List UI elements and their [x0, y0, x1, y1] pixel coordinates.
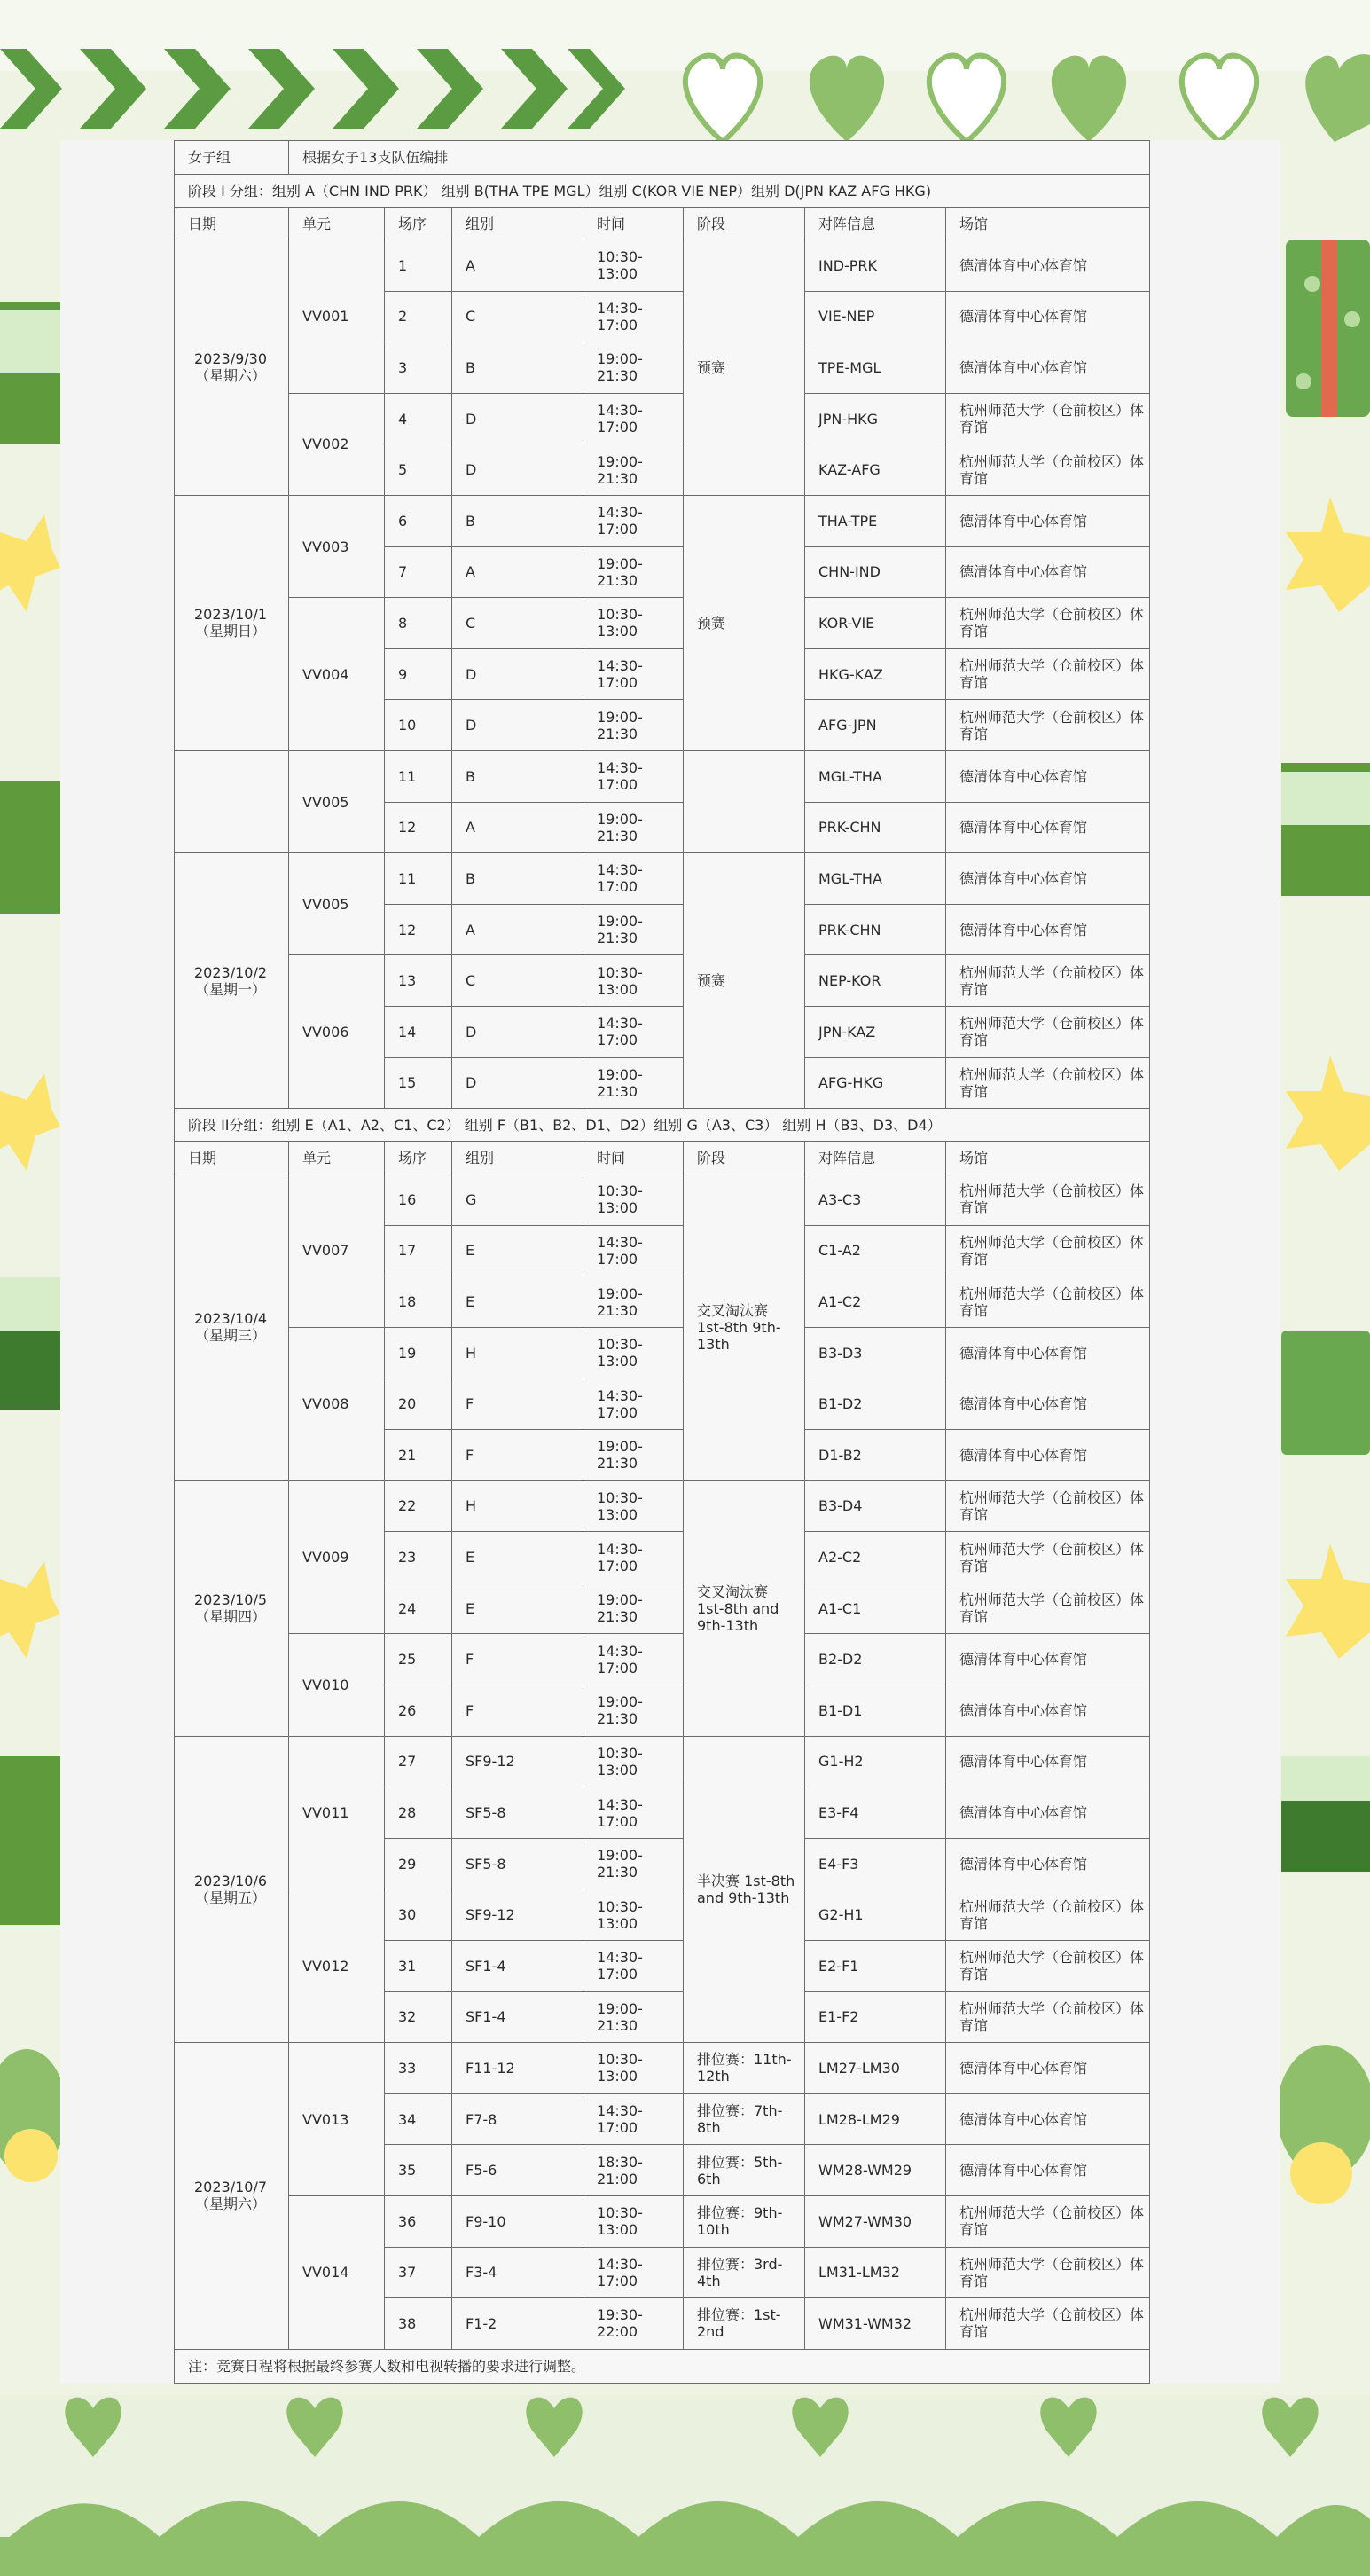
- group-cell: F: [452, 1634, 583, 1685]
- matchup-cell: WM28-WM29: [805, 2145, 946, 2196]
- matchup-cell: C1-A2: [805, 1225, 946, 1276]
- matchup-cell: LM28-LM29: [805, 2093, 946, 2145]
- stage-cell: 预赛: [684, 495, 805, 750]
- matchup-cell: E3-F4: [805, 1787, 946, 1839]
- match-no-cell: 31: [385, 1941, 452, 1992]
- group-cell: B: [452, 853, 583, 905]
- group-cell: E: [452, 1276, 583, 1328]
- matchup-cell: G2-H1: [805, 1889, 946, 1941]
- venue-cell: 杭州师范大学（仓前校区）体育馆: [946, 1480, 1150, 1532]
- unit-cell: VV010: [289, 1634, 385, 1736]
- matchup-cell: E1-F2: [805, 1991, 946, 2043]
- venue-cell: 杭州师范大学（仓前校区）体育馆: [946, 1006, 1150, 1057]
- match-no-cell: 2: [385, 291, 452, 342]
- time-cell: 14:30-17:00: [583, 1225, 684, 1276]
- time-cell: 19:00-21:30: [583, 1583, 684, 1634]
- match-no-cell: 25: [385, 1634, 452, 1685]
- column-header-date: 日期: [175, 1142, 289, 1174]
- weekday-text: （星期五）: [194, 1889, 266, 1906]
- unit-cell: VV006: [289, 955, 385, 1109]
- time-cell: 14:30-17:00: [583, 1787, 684, 1839]
- time-cell: 10:30-13:00: [583, 240, 684, 292]
- time-cell: 10:30-13:00: [583, 1480, 684, 1532]
- date-text: 2023/9/30: [193, 350, 268, 368]
- stage-cell: 半决赛 1st-8th and 9th-13th: [684, 1736, 805, 2043]
- matchup-cell: A2-C2: [805, 1532, 946, 1583]
- column-header-group: 组别: [452, 208, 583, 240]
- unit-cell: VV004: [289, 598, 385, 751]
- stage-cell: 排位赛：3rd-4th: [684, 2247, 805, 2298]
- match-no-cell: 23: [385, 1532, 452, 1583]
- header-row: [175, 141, 1150, 175]
- phase-row: [175, 1109, 1150, 1142]
- match-no-cell: 38: [385, 2298, 452, 2350]
- venue-cell: 杭州师范大学（仓前校区）体育馆: [946, 1276, 1150, 1328]
- column-header-row: [175, 1142, 1150, 1174]
- unit-cell: VV011: [289, 1736, 385, 1889]
- matchup-cell: VIE-NEP: [805, 291, 946, 342]
- venue-cell: 杭州师范大学（仓前校区）体育馆: [946, 1991, 1150, 2043]
- matchup-cell: A3-C3: [805, 1174, 946, 1226]
- time-cell: 19:00-21:30: [583, 1991, 684, 2043]
- group-cell: E: [452, 1583, 583, 1634]
- venue-cell: 杭州师范大学（仓前校区）体育馆: [946, 648, 1150, 700]
- match-no-cell: 28: [385, 1787, 452, 1839]
- time-cell: 14:30-17:00: [583, 1941, 684, 1992]
- venue-cell: 杭州师范大学（仓前校区）体育馆: [946, 1225, 1150, 1276]
- time-cell: 14:30-17:00: [583, 1378, 684, 1430]
- venue-cell: 杭州师范大学（仓前校区）体育馆: [946, 444, 1150, 496]
- time-cell: 19:30-22:00: [583, 2298, 684, 2350]
- date-cell: [175, 240, 289, 496]
- time-cell: 10:30-13:00: [583, 1174, 684, 1226]
- table-row: [175, 1634, 1150, 1685]
- match-no-cell: 29: [385, 1838, 452, 1889]
- time-cell: 14:30-17:00: [583, 2247, 684, 2298]
- venue-cell: 德清体育中心体育馆: [946, 1685, 1150, 1737]
- table-row: [175, 853, 1150, 905]
- venue-cell: 德清体育中心体育馆: [946, 291, 1150, 342]
- group-cell: H: [452, 1480, 583, 1532]
- match-no-cell: 35: [385, 2145, 452, 2196]
- table-row: [175, 598, 1150, 649]
- column-header-time: 时间: [583, 1142, 684, 1174]
- group-cell: B: [452, 750, 583, 802]
- matchup-cell: B2-D2: [805, 1634, 946, 1685]
- stage-cell: 预赛: [684, 853, 805, 1109]
- venue-cell: 德清体育中心体育馆: [946, 1430, 1150, 1481]
- matchup-cell: B3-D4: [805, 1480, 946, 1532]
- venue-cell: 德清体育中心体育馆: [946, 342, 1150, 394]
- venue-cell: 德清体育中心体育馆: [946, 1787, 1150, 1839]
- stage-cell: 排位赛：11th-12th: [684, 2043, 805, 2094]
- venue-cell: 杭州师范大学（仓前校区）体育馆: [946, 2298, 1150, 2350]
- time-cell: 19:00-21:30: [583, 1685, 684, 1737]
- table-row: [175, 393, 1150, 444]
- match-no-cell: 32: [385, 1991, 452, 2043]
- group-cell: F: [452, 1430, 583, 1481]
- time-cell: 19:00-21:30: [583, 1276, 684, 1328]
- stage-cell: 排位赛：9th-10th: [684, 2195, 805, 2247]
- time-cell: 14:30-17:00: [583, 495, 684, 546]
- weekday-text: （星期一）: [194, 980, 266, 998]
- venue-cell: 德清体育中心体育馆: [946, 1378, 1150, 1430]
- unit-cell: VV012: [289, 1889, 385, 2043]
- group-cell: F5-6: [452, 2145, 583, 2196]
- venue-cell: 德清体育中心体育馆: [946, 546, 1150, 598]
- matchup-cell: PRK-CHN: [805, 802, 946, 853]
- time-cell: 19:00-21:30: [583, 1057, 684, 1109]
- venue-cell: 德清体育中心体育馆: [946, 904, 1150, 955]
- group-cell: D: [452, 700, 583, 751]
- group-label: 女子组: [175, 141, 289, 175]
- footnote-row: [175, 2349, 1150, 2383]
- venue-cell: 德清体育中心体育馆: [946, 802, 1150, 853]
- matchup-cell: A1-C2: [805, 1276, 946, 1328]
- matchup-cell: D1-B2: [805, 1430, 946, 1481]
- time-cell: 10:30-13:00: [583, 1736, 684, 1787]
- matchup-cell: CHN-IND: [805, 546, 946, 598]
- matchup-cell: AFG-JPN: [805, 700, 946, 751]
- time-cell: 10:30-13:00: [583, 2043, 684, 2094]
- group-cell: SF9-12: [452, 1889, 583, 1941]
- group-cell: F: [452, 1378, 583, 1430]
- column-header-row: [175, 208, 1150, 240]
- group-cell: SF1-4: [452, 1941, 583, 1992]
- time-cell: 19:00-21:30: [583, 546, 684, 598]
- table-row: [175, 955, 1150, 1007]
- match-no-cell: 36: [385, 2195, 452, 2247]
- table-row: [175, 750, 1150, 802]
- match-no-cell: 14: [385, 1006, 452, 1057]
- matchup-cell: LM31-LM32: [805, 2247, 946, 2298]
- time-cell: 14:30-17:00: [583, 291, 684, 342]
- match-no-cell: 11: [385, 853, 452, 905]
- date-cell: [175, 1174, 289, 1481]
- time-cell: 14:30-17:00: [583, 1006, 684, 1057]
- group-cell: D: [452, 444, 583, 496]
- matchup-cell: JPN-KAZ: [805, 1006, 946, 1057]
- venue-cell: 德清体育中心体育馆: [946, 1736, 1150, 1787]
- time-cell: 19:00-21:30: [583, 904, 684, 955]
- match-no-cell: 7: [385, 546, 452, 598]
- matchup-cell: A1-C1: [805, 1583, 946, 1634]
- unit-cell: VV005: [289, 750, 385, 852]
- match-no-cell: 10: [385, 700, 452, 751]
- time-cell: 19:00-21:30: [583, 342, 684, 394]
- unit-cell: VV008: [289, 1327, 385, 1480]
- matchup-cell: WM31-WM32: [805, 2298, 946, 2350]
- match-schedule-table: [174, 140, 1150, 2384]
- match-no-cell: 30: [385, 1889, 452, 1941]
- time-cell: 10:30-13:00: [583, 1327, 684, 1378]
- match-no-cell: 20: [385, 1378, 452, 1430]
- match-no-cell: 12: [385, 802, 452, 853]
- match-no-cell: 37: [385, 2247, 452, 2298]
- venue-cell: 杭州师范大学（仓前校区）体育馆: [946, 598, 1150, 649]
- matchup-cell: KAZ-AFG: [805, 444, 946, 496]
- stage-cell: 排位赛：5th-6th: [684, 2145, 805, 2196]
- column-header-venue: 场馆: [946, 1142, 1150, 1174]
- venue-cell: 德清体育中心体育馆: [946, 1634, 1150, 1685]
- group-cell: D: [452, 1006, 583, 1057]
- venue-cell: 德清体育中心体育馆: [946, 750, 1150, 802]
- group-cell: D: [452, 1057, 583, 1109]
- stage-cell: 预赛: [684, 240, 805, 496]
- venue-cell: 德清体育中心体育馆: [946, 2093, 1150, 2145]
- venue-cell: 杭州师范大学（仓前校区）体育馆: [946, 1057, 1150, 1109]
- match-no-cell: 19: [385, 1327, 452, 1378]
- time-cell: 14:30-17:00: [583, 1532, 684, 1583]
- matchup-cell: HKG-KAZ: [805, 648, 946, 700]
- table-row: [175, 1889, 1150, 1941]
- date-cell: [175, 2043, 289, 2350]
- group-cell: D: [452, 648, 583, 700]
- column-header-date: 日期: [175, 208, 289, 240]
- weekday-text: （星期四）: [194, 1608, 266, 1626]
- match-no-cell: 26: [385, 1685, 452, 1737]
- column-header-match-no: 场序: [385, 1142, 452, 1174]
- match-no-cell: 9: [385, 648, 452, 700]
- weekday-text: （星期三）: [194, 1327, 266, 1345]
- venue-cell: 杭州师范大学（仓前校区）体育馆: [946, 2195, 1150, 2247]
- date-cell: [175, 853, 289, 1109]
- unit-cell: VV014: [289, 2195, 385, 2349]
- match-no-cell: 15: [385, 1057, 452, 1109]
- matchup-cell: TPE-MGL: [805, 342, 946, 394]
- hill-border: [0, 2395, 1370, 2576]
- venue-cell: 德清体育中心体育馆: [946, 1327, 1150, 1378]
- date-text: 2023/10/5: [193, 1591, 268, 1609]
- group-cell: SF5-8: [452, 1838, 583, 1889]
- time-cell: 19:00-21:30: [583, 1430, 684, 1481]
- matchup-cell: THA-TPE: [805, 495, 946, 546]
- match-no-cell: 18: [385, 1276, 452, 1328]
- group-cell: C: [452, 291, 583, 342]
- unit-cell: VV007: [289, 1174, 385, 1328]
- column-header-time: 时间: [583, 208, 684, 240]
- phase-title: 阶段 I 分组：组别 A（CHN IND PRK） 组别 B(THA TPE MGL）组别 C(KOR VIE NEP）组别 D(JPN KAZ AFG HKG): [175, 175, 1150, 208]
- group-cell: A: [452, 240, 583, 292]
- group-cell: SF9-12: [452, 1736, 583, 1787]
- venue-cell: 德清体育中心体育馆: [946, 495, 1150, 546]
- matchup-cell: KOR-VIE: [805, 598, 946, 649]
- match-no-cell: 6: [385, 495, 452, 546]
- matchup-cell: MGL-THA: [805, 853, 946, 905]
- date-text: 2023/10/7: [193, 2179, 268, 2196]
- group-cell: C: [452, 955, 583, 1007]
- table-row: [175, 240, 1150, 292]
- venue-cell: 杭州师范大学（仓前校区）体育馆: [946, 1941, 1150, 1992]
- time-cell: 14:30-17:00: [583, 1634, 684, 1685]
- group-cell: D: [452, 393, 583, 444]
- venue-cell: 杭州师范大学（仓前校区）体育馆: [946, 700, 1150, 751]
- venue-cell: 杭州师范大学（仓前校区）体育馆: [946, 393, 1150, 444]
- match-no-cell: 4: [385, 393, 452, 444]
- match-no-cell: 5: [385, 444, 452, 496]
- time-cell: 18:30-21:00: [583, 2145, 684, 2196]
- weekday-text: （星期日）: [194, 623, 266, 640]
- match-no-cell: 16: [385, 1174, 452, 1226]
- time-cell: 10:30-13:00: [583, 598, 684, 649]
- group-cell: A: [452, 546, 583, 598]
- group-cell: F7-8: [452, 2093, 583, 2145]
- group-cell: B: [452, 342, 583, 394]
- match-no-cell: 13: [385, 955, 452, 1007]
- phase-title: 阶段 II分组：组别 E（A1、A2、C1、C2） 组别 F（B1、B2、D1、D2）组别 G（A3、C3） 组别 H（B3、D3、D4）: [175, 1109, 1150, 1142]
- matchup-cell: G1-H2: [805, 1736, 946, 1787]
- venue-cell: 德清体育中心体育馆: [946, 2145, 1150, 2196]
- matchup-cell: MGL-THA: [805, 750, 946, 802]
- table-row: [175, 1736, 1150, 1787]
- matchup-cell: LM27-LM30: [805, 2043, 946, 2094]
- time-cell: 14:30-17:00: [583, 648, 684, 700]
- table-row: [175, 1174, 1150, 1226]
- stage-cell: 排位赛：1st-2nd: [684, 2298, 805, 2350]
- venue-cell: 杭州师范大学（仓前校区）体育馆: [946, 1583, 1150, 1634]
- matchup-cell: B1-D2: [805, 1378, 946, 1430]
- group-cell: G: [452, 1174, 583, 1226]
- date-text: 2023/10/4: [193, 1310, 268, 1328]
- unit-cell: VV002: [289, 393, 385, 495]
- unit-cell: VV001: [289, 240, 385, 394]
- date-text: 2023/10/1: [193, 606, 268, 624]
- match-no-cell: 12: [385, 904, 452, 955]
- column-header-stage: 阶段: [684, 1142, 805, 1174]
- match-no-cell: 11: [385, 750, 452, 802]
- group-cell: C: [452, 598, 583, 649]
- group-cell: E: [452, 1532, 583, 1583]
- unit-cell: VV009: [289, 1480, 385, 1634]
- time-cell: 10:30-13:00: [583, 2195, 684, 2247]
- team-note: 根据女子13支队伍编排: [289, 141, 1150, 175]
- unit-cell: VV005: [289, 853, 385, 955]
- footnote: 注：竞赛日程将根据最终参赛人数和电视转播的要求进行调整。: [175, 2349, 1150, 2383]
- time-cell: 14:30-17:00: [583, 750, 684, 802]
- date-cell: [175, 1480, 289, 1736]
- matchup-cell: B3-D3: [805, 1327, 946, 1378]
- time-cell: 14:30-17:00: [583, 393, 684, 444]
- venue-cell: 杭州师范大学（仓前校区）体育馆: [946, 1532, 1150, 1583]
- group-cell: H: [452, 1327, 583, 1378]
- phase-row: [175, 175, 1150, 208]
- matchup-cell: E2-F1: [805, 1941, 946, 1992]
- group-cell: A: [452, 904, 583, 955]
- match-no-cell: 17: [385, 1225, 452, 1276]
- date-cell: [175, 750, 289, 852]
- date-text: 2023/10/2: [193, 963, 268, 981]
- column-header-matchup: 对阵信息: [805, 1142, 946, 1174]
- group-cell: F: [452, 1685, 583, 1737]
- match-no-cell: 33: [385, 2043, 452, 2094]
- group-cell: F9-10: [452, 2195, 583, 2247]
- matchup-cell: AFG-HKG: [805, 1057, 946, 1109]
- time-cell: 19:00-21:30: [583, 700, 684, 751]
- match-no-cell: 27: [385, 1736, 452, 1787]
- match-no-cell: 21: [385, 1430, 452, 1481]
- match-no-cell: 34: [385, 2093, 452, 2145]
- time-cell: 19:00-21:30: [583, 444, 684, 496]
- table-row: [175, 2043, 1150, 2094]
- match-no-cell: 22: [385, 1480, 452, 1532]
- matchup-cell: E4-F3: [805, 1838, 946, 1889]
- stage-cell: 排位赛：7th-8th: [684, 2093, 805, 2145]
- match-no-cell: 8: [385, 598, 452, 649]
- group-cell: SF5-8: [452, 1787, 583, 1839]
- group-cell: A: [452, 802, 583, 853]
- matchup-cell: JPN-HKG: [805, 393, 946, 444]
- group-cell: E: [452, 1225, 583, 1276]
- matchup-cell: WM27-WM30: [805, 2195, 946, 2247]
- time-cell: 10:30-13:00: [583, 1889, 684, 1941]
- venue-cell: 杭州师范大学（仓前校区）体育馆: [946, 1889, 1150, 1941]
- column-header-group: 组别: [452, 1142, 583, 1174]
- match-no-cell: 1: [385, 240, 452, 292]
- venue-cell: 杭州师范大学（仓前校区）体育馆: [946, 2247, 1150, 2298]
- column-header-matchup: 对阵信息: [805, 208, 946, 240]
- matchup-cell: PRK-CHN: [805, 904, 946, 955]
- weekday-text: （星期六）: [194, 2195, 266, 2213]
- group-cell: F3-4: [452, 2247, 583, 2298]
- matchup-cell: IND-PRK: [805, 240, 946, 292]
- group-cell: F1-2: [452, 2298, 583, 2350]
- unit-cell: VV013: [289, 2043, 385, 2196]
- venue-cell: 德清体育中心体育馆: [946, 853, 1150, 905]
- column-header-unit: 单元: [289, 1142, 385, 1174]
- table-row: [175, 1327, 1150, 1378]
- venue-cell: 德清体育中心体育馆: [946, 1838, 1150, 1889]
- table-row: [175, 495, 1150, 546]
- stage-cell: 交叉淘汰赛 1st-8th 9th-13th: [684, 1174, 805, 1481]
- time-cell: 10:30-13:00: [583, 955, 684, 1007]
- time-cell: 19:00-21:30: [583, 802, 684, 853]
- table-row: [175, 1480, 1150, 1532]
- group-cell: SF1-4: [452, 1991, 583, 2043]
- column-header-unit: 单元: [289, 208, 385, 240]
- venue-cell: 杭州师范大学（仓前校区）体育馆: [946, 955, 1150, 1007]
- group-cell: B: [452, 495, 583, 546]
- date-cell: [175, 495, 289, 750]
- weekday-text: （星期六）: [194, 367, 266, 385]
- venue-cell: 德清体育中心体育馆: [946, 240, 1150, 292]
- time-cell: 14:30-17:00: [583, 2093, 684, 2145]
- time-cell: 14:30-17:00: [583, 853, 684, 905]
- column-header-venue: 场馆: [946, 208, 1150, 240]
- group-cell: F11-12: [452, 2043, 583, 2094]
- column-header-match-no: 场序: [385, 208, 452, 240]
- table-row: [175, 2195, 1150, 2247]
- venue-cell: 德清体育中心体育馆: [946, 2043, 1150, 2094]
- time-cell: 19:00-21:30: [583, 1838, 684, 1889]
- unit-cell: VV003: [289, 495, 385, 597]
- match-no-cell: 3: [385, 342, 452, 394]
- stage-cell: [684, 750, 805, 852]
- match-no-cell: 24: [385, 1583, 452, 1634]
- venue-cell: 杭州师范大学（仓前校区）体育馆: [946, 1174, 1150, 1226]
- column-header-stage: 阶段: [684, 208, 805, 240]
- matchup-cell: NEP-KOR: [805, 955, 946, 1007]
- date-text: 2023/10/6: [193, 1872, 268, 1889]
- matchup-cell: B1-D1: [805, 1685, 946, 1737]
- stage-cell: 交叉淘汰赛 1st-8th and 9th-13th: [684, 1480, 805, 1736]
- date-cell: [175, 1736, 289, 2043]
